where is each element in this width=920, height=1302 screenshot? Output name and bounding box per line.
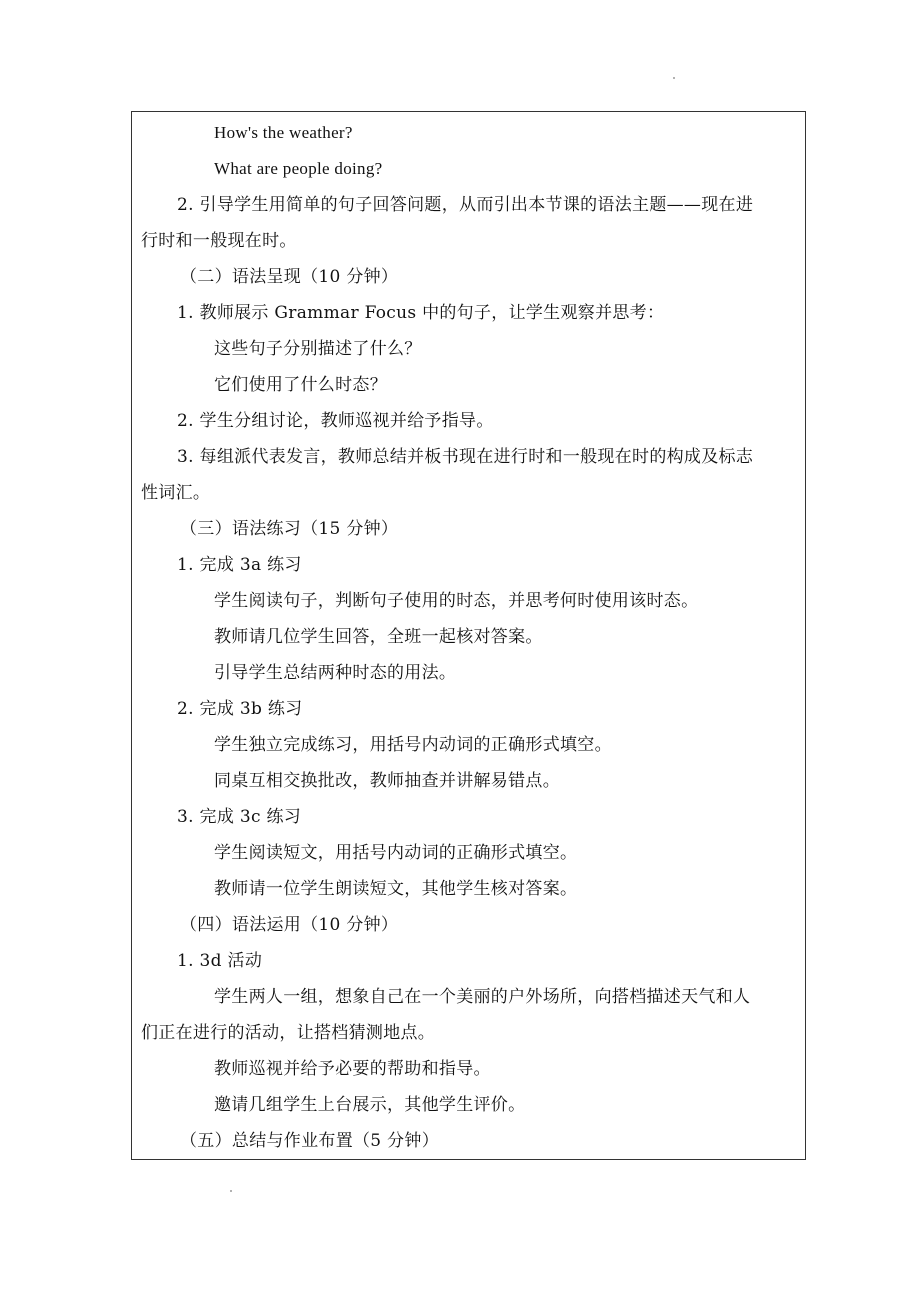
practice-3a-item-2: 教师请几位学生回答，全班一起核对答案。: [214, 627, 543, 647]
practice-3c-item-2: 教师请一位学生朗读短文，其他学生核对答案。: [214, 879, 578, 899]
presentation-step-1: 1. 教师展示 Grammar Focus 中的句子，让学生观察并思考：: [177, 303, 665, 323]
presentation-question-2: 它们使用了什么时态？: [214, 375, 387, 395]
practice-step-3b: 2. 完成 3b 练习: [177, 699, 303, 719]
step-2-text-cont: 行时和一般现在时。: [141, 231, 297, 251]
practice-step-3c: 3. 完成 3c 练习: [177, 807, 302, 827]
application-3d-item-1: 学生两人一组，想象自己在一个美丽的户外场所，向搭档描述天气和人: [214, 987, 751, 1007]
question-weather: How's the weather?: [214, 123, 353, 142]
practice-3a-item-1: 学生阅读句子，判断句子使用的时态，并思考何时使用该时态。: [214, 591, 699, 611]
step-2-text: 2. 引导学生用简单的句子回答问题，从而引出本节课的语法主题——现在进: [177, 195, 754, 215]
practice-3b-item-1: 学生独立完成练习，用括号内动词的正确形式填空。: [214, 735, 612, 755]
practice-3c-item-1: 学生阅读短文，用括号内动词的正确形式填空。: [214, 843, 578, 863]
practice-3a-item-3: 引导学生总结两种时态的用法。: [214, 663, 457, 683]
application-step-3d: 1. 3d 活动: [177, 951, 263, 971]
practice-step-3a: 1. 完成 3a 练习: [177, 555, 302, 575]
presentation-step-2: 2. 学生分组讨论，教师巡视并给予指导。: [177, 411, 494, 431]
practice-3b-item-2: 同桌互相交换批改，教师抽查并讲解易错点。: [214, 771, 560, 791]
question-people: What are people doing?: [214, 159, 383, 178]
footer-mark: [230, 1190, 232, 1192]
presentation-question-1: 这些句子分别描述了什么？: [214, 339, 422, 359]
section-heading-summary-homework: （五）总结与作业布置（5 分钟）: [180, 1131, 440, 1151]
section-heading-grammar-practice: （三）语法练习（15 分钟）: [180, 519, 399, 539]
presentation-step-3: 3. 每组派代表发言，教师总结并板书现在进行时和一般现在时的构成及标志: [177, 447, 754, 467]
application-3d-item-1-cont: 们正在进行的活动，让搭档猜测地点。: [141, 1023, 436, 1043]
presentation-step-3-cont: 性词汇。: [141, 483, 211, 503]
lesson-plan-table-cell: [131, 111, 806, 1160]
header-mark: [673, 77, 675, 79]
section-heading-grammar-presentation: （二）语法呈现（10 分钟）: [180, 267, 399, 287]
section-heading-grammar-application: （四）语法运用（10 分钟）: [180, 915, 399, 935]
application-3d-item-2: 教师巡视并给予必要的帮助和指导。: [214, 1059, 491, 1079]
application-3d-item-3: 邀请几组学生上台展示，其他学生评价。: [214, 1095, 526, 1115]
